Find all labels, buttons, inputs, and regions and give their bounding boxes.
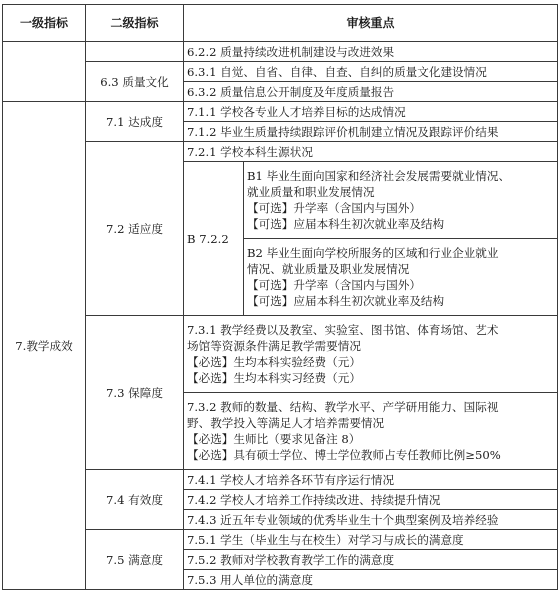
level2-7-4: 7.4 有效度 [86,470,184,530]
b1-line1: B1 毕业生面向国家和经济社会发展需要就业情况、 [247,169,511,183]
7-3-2-req1: 【必选】生师比（要求见备注 8） [187,432,361,446]
item-7-5-3: 7.5.3 用人单位的满意度 [184,570,558,590]
level1-7: 7.教学成效 [3,102,86,590]
table-row [3,470,558,490]
level2-7-2: 7.2 适应度 [86,142,184,316]
7-3-2-line1: 7.3.2 教师的数量、结构、教学水平、产学研用能力、国际视 [187,400,499,414]
item-7-5-2: 7.5.2 教师对学校教育教学工作的满意度 [184,550,558,570]
table-row [3,62,558,82]
b2-line2: 情况、就业质量及职业发展情况 [247,262,410,276]
header-focus: 审核重点 [184,5,558,42]
table-row [3,530,558,550]
item-b1-block [244,162,558,239]
table-row [3,42,558,62]
level2-cell-empty [86,42,184,62]
item-7-1-2: 7.1.2 毕业生质量持续跟踪评价机制建立情况及跟踪评价结果 [184,122,558,142]
b1-opt1: 【可选】升学率（含国内与国外） [247,201,421,215]
review-table [2,4,558,590]
level2-7-1: 7.1 达成度 [86,102,184,142]
item-6-3-2: 6.3.2 质量信息公开制度及年度质量报告 [184,82,558,102]
item-7-2-1: 7.2.1 学校本科生源状况 [184,142,558,162]
item-b2-block [244,239,558,316]
b2-opt2: 【可选】应届本科生初次就业率及结构 [247,294,445,308]
7-3-1-line2: 场馆等资源条件满足教学需要情况 [187,339,361,353]
item-7-1-1: 7.1.1 学校各专业人才培养目标的达成情况 [184,102,558,122]
item-7-5-1: 7.5.1 学生（毕业生与在校生）对学习与成长的满意度 [184,530,558,550]
header-level1: 一级指标 [3,5,86,42]
item-6-3-1: 6.3.1 自觉、自省、自律、自查、自纠的质量文化建设情况 [184,62,558,82]
7-3-2-line2: 野、教学投入等满足人才培养需要情况 [187,416,385,430]
7-3-1-req1: 【必选】生均本科实验经费（元） [187,355,361,369]
item-7-4-1: 7.4.1 学校人才培养各环节有序运行情况 [184,470,558,490]
b2-opt1: 【可选】升学率（含国内与国外） [247,278,421,292]
b1-line2: 就业质量和职业发展情况 [247,185,375,199]
table-row [3,102,558,122]
level1-cell-empty [3,42,86,102]
7-3-1-req2: 【必选】生均本科实习经费（元） [187,371,361,385]
item-b-7-2-2-label: B 7.2.2 [184,162,244,316]
7-3-2-req2: 【必选】具有硕士学位、博士学位教师占专任教师比例≥50% [187,448,501,462]
review-table-wrapper [2,4,557,590]
7-3-1-line1: 7.3.1 教学经费以及教室、实验室、图书馆、体育场馆、艺术 [187,323,499,337]
table-row [3,316,558,393]
header-row [3,5,558,42]
b1-opt2: 【可选】应届本科生初次就业率及结构 [247,217,445,231]
item-7-4-2: 7.4.2 学校人才培养工作持续改进、持续提升情况 [184,490,558,510]
table-row [3,142,558,162]
level2-7-3: 7.3 保障度 [86,316,184,470]
b2-line1: B2 毕业生面向学校所服务的区域和行业企业就业 [247,246,499,260]
item-7-3-1-block [184,316,558,393]
item-7-4-3: 7.4.3 近五年专业领域的优秀毕业生十个典型案例及培养经验 [184,510,558,530]
item-6-2-2: 6.2.2 质量持续改进机制建设与改进效果 [184,42,558,62]
level2-6-3: 6.3 质量文化 [86,62,184,102]
level2-7-5: 7.5 满意度 [86,530,184,590]
item-7-3-2-block [184,393,558,470]
header-level2: 二级指标 [86,5,184,42]
